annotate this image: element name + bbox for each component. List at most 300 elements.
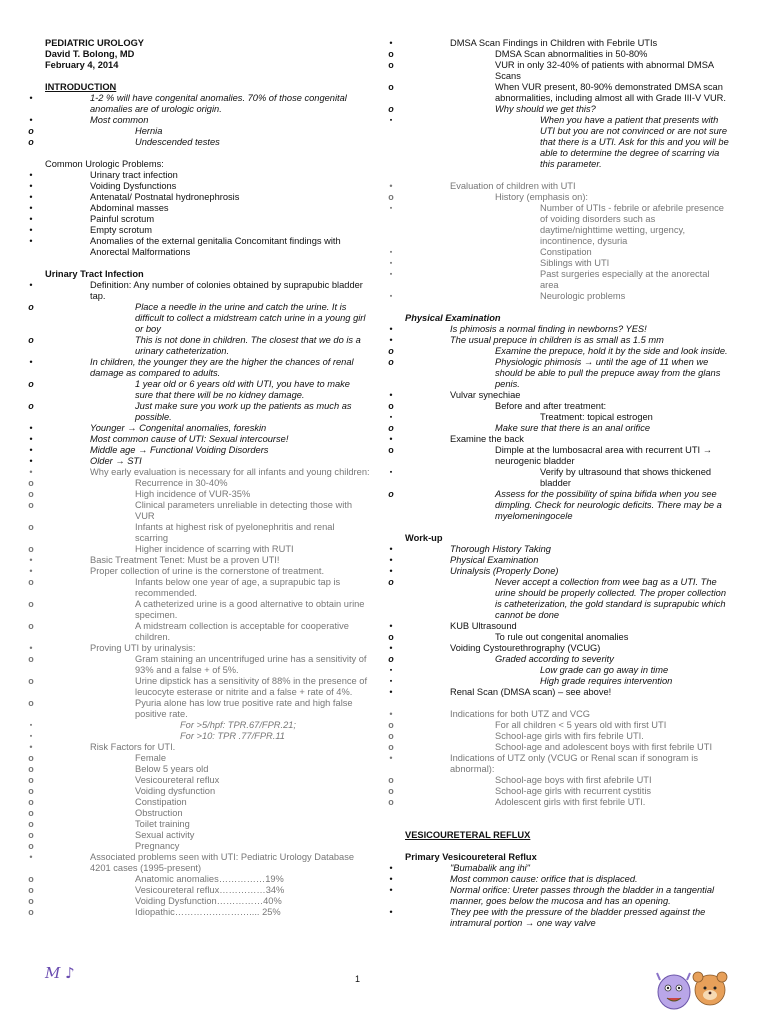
common-list-item — [29, 192, 370, 203]
uti-list-item — [28, 379, 370, 401]
workup-list — [388, 544, 730, 698]
uti-list-item — [28, 654, 370, 676]
uti-list-item — [28, 874, 370, 885]
list-item-text: Infants below one year of age, a suprapubic tap is recommended. — [135, 577, 341, 598]
list-item-text: The usual prepuce in children is as small as 1.5 mm — [450, 335, 664, 345]
bullet-icon: o — [28, 885, 34, 895]
common-list-item — [29, 181, 370, 192]
workup-list-item — [389, 643, 730, 654]
bullet-icon: • — [29, 214, 33, 224]
bullet-icon: ▪ — [389, 205, 393, 212]
uti-list-item — [29, 445, 370, 456]
list-item-text: Thorough History Taking — [450, 544, 551, 554]
list-item-text: Neurologic problems — [540, 291, 626, 301]
intro-list-item — [29, 115, 370, 126]
bullet-icon: o — [388, 775, 394, 785]
right-column — [388, 38, 730, 929]
uti-list-item — [29, 555, 370, 566]
list-item-text: A catheterized urine is a good alternative to obtain urine specimen. — [135, 599, 365, 620]
list-item-text: Physical Examination — [450, 555, 539, 565]
bullet-icon: • — [389, 566, 393, 576]
uti-list-item — [28, 819, 370, 830]
list-item-text: Assess for the possibility of spina bifida when you see dimpling. Check for neurologic deficits. There may be a myelomeningocele — [495, 489, 722, 521]
list-item-text: Toilet training — [135, 819, 190, 829]
uti-list-item — [28, 808, 370, 819]
list-item-text: "Bumabalik ang ihi" — [450, 863, 530, 873]
bullet-icon: • — [389, 753, 393, 763]
workup-heading: Work-up — [405, 533, 443, 543]
list-item-text: Examine the prepuce, hold it by the side and look inside. — [495, 346, 728, 356]
uti-list-item — [28, 753, 370, 764]
list-item-text: Verify by ultrasound that shows thickened bladder — [540, 467, 712, 488]
workup-list-item — [389, 665, 730, 676]
evaluation-list-item — [389, 258, 730, 269]
doc-date: February 4, 2014 — [45, 60, 119, 70]
bullet-icon: • — [29, 93, 33, 103]
bullet-icon: o — [388, 49, 394, 59]
uti-list-item — [28, 764, 370, 775]
bullet-icon: ▪ — [389, 260, 393, 267]
bullet-icon: o — [388, 786, 394, 796]
list-item-text: Antenatal/ Postnatal hydronephrosis — [90, 192, 240, 202]
bullet-icon: • — [29, 225, 33, 235]
list-item-text: Empty scrotum — [90, 225, 152, 235]
pe-list-item — [389, 412, 730, 423]
footer-mark: M ♪ — [45, 964, 75, 982]
dmsa-list-item — [388, 82, 730, 104]
indications-list-item — [389, 709, 730, 720]
bullet-icon: o — [28, 830, 34, 840]
uti-list-item — [28, 478, 370, 489]
list-item-text: Pyuria alone has low true positive rate and high false positive rate. — [135, 698, 353, 719]
bullet-icon: ▪ — [389, 293, 393, 300]
bullet-icon: • — [29, 566, 33, 576]
list-item-text: Vesicoureteral reflux — [135, 775, 220, 785]
bullet-icon: o — [28, 676, 34, 686]
dmsa-list-item — [388, 49, 730, 60]
bullet-icon: o — [28, 874, 34, 884]
dmsa-list — [388, 38, 730, 170]
list-item-text: High grade requires intervention — [540, 676, 673, 686]
list-item-text: Physiologic phimosis → until the age of 11 when we should be able to pull the prepuce away from the glans penis. — [495, 357, 721, 389]
dmsa-list-item — [388, 60, 730, 82]
list-item-text: Idiopathic…………………….... 25% — [135, 907, 281, 917]
bullet-icon: • — [389, 885, 393, 895]
bullet-icon: • — [389, 874, 393, 884]
bullet-icon: • — [29, 115, 33, 125]
bullet-icon: o — [388, 445, 394, 455]
workup-list-item — [389, 566, 730, 577]
bullet-icon: • — [29, 170, 33, 180]
list-item-text: Vesicoureteral reflux……………34% — [135, 885, 285, 895]
list-item-text: Place a needle in the urine and catch the urine. It is difficult to collect a midstream catch urine in a young girl or boy — [135, 302, 366, 334]
list-item-text: Definition: Any number of colonies obtained by suprapubic bladder tap. — [90, 280, 363, 301]
list-item-text: Most common cause of UTI: Sexual intercourse! — [90, 434, 289, 444]
list-item-text: Obstruction — [135, 808, 183, 818]
bullet-icon: o — [28, 302, 34, 312]
list-item-text: KUB Ultrasound — [450, 621, 517, 631]
bullet-icon: • — [29, 467, 33, 477]
list-item-text: Evaluation of children with UTI — [450, 181, 576, 191]
list-item-text: Past surgeries especially at the anorectal area — [540, 269, 710, 290]
pvur-list-item — [389, 863, 730, 874]
pe-list-item — [389, 335, 730, 346]
list-item-text: Gram staining an uncentrifuged urine has a sensitivity of 93% and a false + of 5%. — [135, 654, 367, 675]
uti-list-item — [28, 522, 370, 544]
pe-list-item — [389, 434, 730, 445]
doc-title: PEDIATRIC UROLOGY — [45, 38, 144, 48]
list-item-text: DMSA Scan Findings in Children with Febrile UTIs — [450, 38, 658, 48]
list-item-text: Voiding dysfunction — [135, 786, 216, 796]
pe-list-item — [388, 346, 730, 357]
bullet-icon: • — [389, 434, 393, 444]
bullet-icon: o — [28, 126, 34, 136]
bullet-icon: o — [388, 401, 394, 411]
list-item-text: Is phimosis a normal finding in newborns? YES! — [450, 324, 647, 334]
bullet-icon: o — [388, 192, 394, 202]
common-heading: Common Urologic Problems: — [45, 159, 164, 169]
list-item-text: Indications of UTZ only (VCUG or Renal scan if sonogram is abnormal): — [450, 753, 699, 774]
bullet-icon: • — [29, 236, 33, 246]
page-number: 1 — [355, 974, 361, 984]
bullet-icon: o — [28, 808, 34, 818]
bullet-icon: o — [28, 764, 34, 774]
uti-list-item — [28, 500, 370, 522]
pvur-heading: Primary Vesicoureteral Reflux — [405, 852, 537, 862]
evaluation-list-item — [388, 192, 730, 203]
uti-list-item — [29, 720, 370, 731]
list-item-text: Sexual activity — [135, 830, 195, 840]
list-item-text: Low grade can go away in time — [540, 665, 669, 675]
bullet-icon: ▪ — [389, 249, 393, 256]
bullet-icon: ▪ — [389, 667, 393, 674]
uti-list-item — [29, 643, 370, 654]
pe-list-item — [389, 324, 730, 335]
list-item-text: DMSA Scan abnormalities in 50-80% — [495, 49, 648, 59]
list-item-text: For >5/hpf: TPR.67/FPR.21; — [180, 720, 297, 730]
indications-list — [388, 709, 730, 808]
list-item-text: Graded according to severity — [495, 654, 614, 664]
evaluation-list — [388, 181, 730, 302]
uti-list-item — [28, 676, 370, 698]
bullet-icon: • — [29, 852, 33, 862]
list-item-text: High incidence of VUR-35% — [135, 489, 251, 499]
uti-list-item — [29, 357, 370, 379]
bullet-icon: o — [388, 104, 394, 114]
intro-list-item — [28, 126, 370, 137]
list-item-text: Just make sure you work up the patients as much as possible. — [135, 401, 352, 422]
uti-list-item — [28, 830, 370, 841]
indications-list-item — [388, 786, 730, 797]
uti-list-item — [29, 731, 370, 742]
list-item-text: Associated problems seen with UTI: Pediatric Urology Database 4201 cases (1995-present) — [90, 852, 355, 873]
workup-list-item — [389, 544, 730, 555]
indications-list-item — [388, 797, 730, 808]
uti-list-item — [29, 852, 370, 874]
list-item-text: In children, the younger they are the higher the chances of renal damage as compared to adults. — [90, 357, 354, 378]
bullet-icon: • — [29, 192, 33, 202]
list-item-text: A midstream collection is acceptable for cooperative children. — [135, 621, 349, 642]
bullet-icon: • — [29, 456, 33, 466]
list-item-text: Most common — [90, 115, 149, 125]
bullet-icon: o — [388, 60, 394, 70]
bullet-icon: o — [388, 346, 394, 356]
common-list-item — [29, 236, 370, 258]
pe-list-item — [389, 467, 730, 489]
uti-list-item — [28, 599, 370, 621]
pe-list-item — [388, 401, 730, 412]
bullet-icon: o — [28, 137, 34, 147]
bullet-icon: o — [388, 731, 394, 741]
bullet-icon: o — [388, 797, 394, 807]
bullet-icon: o — [388, 720, 394, 730]
list-item-text: Siblings with UTI — [540, 258, 610, 268]
bullet-icon: o — [388, 654, 394, 664]
pe-list — [388, 324, 730, 522]
bullet-icon: o — [28, 335, 34, 345]
list-item-text: History (emphasis on): — [495, 192, 588, 202]
bullet-icon: o — [388, 423, 394, 433]
bullet-icon: o — [28, 577, 34, 587]
list-item-text: Abdominal masses — [90, 203, 169, 213]
bullet-icon: o — [388, 357, 394, 367]
list-item-text: VUR in only 32-40% of patients with abnormal DMSA Scans — [495, 60, 714, 81]
list-item-text: This is not done in children. The closest that we do is a urinary catheterization. — [135, 335, 361, 356]
list-item-text: Adolescent girls with first febrile UTI. — [495, 797, 646, 807]
uti-list-item — [28, 896, 370, 907]
bullet-icon: o — [388, 577, 394, 587]
bullet-icon: • — [389, 390, 393, 400]
vur-heading: VESICOURETERAL REFLUX — [405, 830, 531, 840]
bullet-icon: • — [389, 324, 393, 334]
list-item-text: For all children < 5 years old with first UTI — [495, 720, 667, 730]
uti-list-item — [29, 456, 370, 467]
bullet-icon: • — [29, 357, 33, 367]
doc-author: David T. Bolong, MD — [45, 49, 135, 59]
pvur-list-item — [389, 885, 730, 907]
workup-list-item — [389, 676, 730, 687]
workup-list-item — [389, 555, 730, 566]
list-item-text: They pee with the pressure of the bladder pressed against the intramural portion → one way valve — [450, 907, 706, 928]
list-item-text: 1-2 % will have congenital anomalies. 70% of those congenital anomalies are of urologic origin. — [90, 93, 347, 114]
bullet-icon: o — [28, 379, 34, 389]
workup-list-item — [388, 632, 730, 643]
bullet-icon: o — [28, 401, 34, 411]
list-item-text: Constipation — [540, 247, 592, 257]
list-item-text: School-age girls with firs febrile UTI. — [495, 731, 644, 741]
uti-list-item — [28, 302, 370, 335]
list-item-text: Below 5 years old — [135, 764, 209, 774]
bullet-icon: • — [29, 280, 33, 290]
list-item-text: School-age boys with first afebrile UTI — [495, 775, 652, 785]
evaluation-list-item — [389, 291, 730, 302]
bullet-icon: ▪ — [389, 117, 393, 124]
pvur-list — [389, 863, 730, 929]
bullet-icon: • — [29, 181, 33, 191]
indications-list-item — [388, 775, 730, 786]
common-list-item — [29, 214, 370, 225]
bullet-icon: • — [29, 742, 33, 752]
evaluation-list-item — [389, 269, 730, 291]
uti-list-item — [28, 544, 370, 555]
bullet-icon: o — [28, 654, 34, 664]
uti-heading: Urinary Tract Infection — [45, 269, 144, 279]
uti-list-item — [28, 489, 370, 500]
uti-list-item — [28, 775, 370, 786]
list-item-text: Hernia — [135, 126, 163, 136]
list-item-text: Urinalysis (Properly Done) — [450, 566, 559, 576]
uti-list-item — [28, 621, 370, 643]
bullet-icon: o — [28, 698, 34, 708]
list-item-text: Middle age → Functional Voiding Disorders — [90, 445, 269, 455]
list-item-text: Voiding Dysfunction……………40% — [135, 896, 282, 906]
uti-list-item — [29, 566, 370, 577]
uti-list-item — [28, 335, 370, 357]
workup-list-item — [388, 577, 730, 621]
list-item-text: Why early evaluation is necessary for all infants and young children: — [90, 467, 370, 477]
pvur-list-item — [389, 907, 730, 929]
list-item-text: Vulvar synechiae — [450, 390, 521, 400]
indications-list-item — [389, 753, 730, 775]
list-item-text: Examine the back — [450, 434, 524, 444]
bullet-icon: • — [389, 38, 393, 48]
bullet-icon: • — [29, 203, 33, 213]
purple-monster-icon — [657, 973, 690, 1009]
list-item-text: Anomalies of the external genitalia Concomitant findings with Anorectal Malformations — [90, 236, 341, 257]
bullet-icon: • — [29, 643, 33, 653]
pe-list-item — [388, 445, 730, 467]
list-item-text: To rule out congenital anomalies — [495, 632, 629, 642]
bullet-icon: o — [28, 478, 34, 488]
uti-list-item — [29, 742, 370, 753]
uti-list-item — [29, 467, 370, 478]
bullet-icon: • — [389, 687, 393, 697]
dmsa-list-item — [388, 104, 730, 115]
common-list-item — [29, 225, 370, 236]
pe-list-item — [389, 390, 730, 401]
bullet-icon: • — [389, 181, 393, 191]
list-item-text: When VUR present, 80-90% demonstrated DMSA scan abnormalities, including almost all with Grade III-V VUR. — [495, 82, 726, 103]
bullet-icon: • — [389, 555, 393, 565]
indications-list-item — [388, 720, 730, 731]
intro-list — [28, 93, 370, 148]
pe-list-item — [388, 357, 730, 390]
bullet-icon: • — [389, 907, 393, 917]
list-item-text: Voiding Cystourethrography (VCUG) — [450, 643, 601, 653]
pe-list-item — [388, 423, 730, 434]
bullet-icon: o — [28, 621, 34, 631]
uti-list — [28, 280, 370, 918]
list-item-text: Higher incidence of scarring with RUTI — [135, 544, 294, 554]
bullet-icon: • — [389, 544, 393, 554]
list-item-text: Female — [135, 753, 167, 763]
list-item-text: Anatomic anomalies……………19% — [135, 874, 284, 884]
doc-header — [45, 38, 370, 71]
list-item-text: Infants at highest risk of pyelonephritis and renal scarring — [135, 522, 335, 543]
intro-list-item — [29, 93, 370, 115]
list-item-text: School-age and adolescent boys with first febrile UTI — [495, 742, 713, 752]
workup-list-item — [388, 654, 730, 665]
bullet-icon: • — [389, 863, 393, 873]
uti-list-item — [28, 786, 370, 797]
bullet-icon: • — [389, 643, 393, 653]
list-item-text: Indications for both UTZ and VCG — [450, 709, 591, 719]
uti-list-item — [28, 907, 370, 918]
uti-list-item — [29, 423, 370, 434]
bullet-icon: o — [388, 489, 394, 499]
uti-list-item — [29, 280, 370, 302]
list-item-text: Pregnancy — [135, 841, 180, 851]
bullet-icon: ▪ — [389, 678, 393, 685]
cartoon-sticker-image — [652, 960, 732, 1019]
uti-list-item — [29, 434, 370, 445]
list-item-text: Constipation — [135, 797, 187, 807]
evaluation-list-item — [389, 203, 730, 247]
dmsa-list-item — [389, 115, 730, 170]
uti-list-item — [28, 797, 370, 808]
bullet-icon: o — [28, 786, 34, 796]
list-item-text: Younger → Congenital anomalies, foreskin — [90, 423, 267, 433]
list-item-text: When you have a patient that presents with UTI but you are not convinced or are not sure that there is a UTI. Ask for this and you will be able to determine the degree of scarring via this parameter. — [540, 115, 729, 169]
bullet-icon: • — [29, 555, 33, 565]
bullet-icon: o — [28, 896, 34, 906]
bullet-icon: o — [28, 500, 34, 510]
list-item-text: Recurrence in 30-40% — [135, 478, 228, 488]
bullet-icon: o — [28, 797, 34, 807]
pe-heading: Physical Examination — [405, 313, 501, 323]
list-item-text: Older → STI — [90, 456, 142, 466]
bullet-icon: • — [29, 423, 33, 433]
list-item-text: Risk Factors for UTI. — [90, 742, 176, 752]
list-item-text: Before and after treatment: — [495, 401, 607, 411]
list-item-text: Voiding Dysfunctions — [90, 181, 177, 191]
list-item-text: For >10: TPR .77/FPR.11 — [180, 731, 285, 741]
indications-list-item — [388, 742, 730, 753]
list-item-text: Treatment: topical estrogen — [540, 412, 653, 422]
list-item-text: Normal orifice: Ureter passes through the bladder in a tangential manner, goes below the mucosa and has an opening. — [450, 885, 715, 906]
bullet-icon: • — [389, 621, 393, 631]
list-item-text: Make sure that there is an anal orifice — [495, 423, 651, 433]
uti-list-item — [28, 577, 370, 599]
intro-list-item — [28, 137, 370, 148]
bullet-icon: ▪ — [389, 271, 393, 278]
bullet-icon: ▪ — [29, 733, 33, 740]
bullet-icon: o — [28, 599, 34, 609]
indications-list-item — [388, 731, 730, 742]
list-item-text: Proper collection of urine is the cornerstone of treatment. — [90, 566, 325, 576]
uti-list-item — [28, 698, 370, 720]
bullet-icon: o — [28, 753, 34, 763]
list-item-text: Proving UTI by urinalysis: — [90, 643, 196, 653]
bullet-icon: • — [29, 434, 33, 444]
pe-list-item — [388, 489, 730, 522]
bullet-icon: o — [28, 907, 34, 917]
bullet-icon: • — [389, 709, 393, 719]
uti-list-item — [28, 885, 370, 896]
bullet-icon: ▪ — [29, 722, 33, 729]
uti-list-item — [28, 841, 370, 852]
dmsa-list-item — [389, 38, 730, 49]
list-item-text: Painful scrotum — [90, 214, 155, 224]
list-item-text: Renal Scan (DMSA scan) – see above! — [450, 687, 612, 697]
bullet-icon: o — [28, 819, 34, 829]
evaluation-list-item — [389, 181, 730, 192]
list-item-text: Why should we get this? — [495, 104, 596, 114]
list-item-text: Dimple at the lumbosacral area with recurrent UTI → neurogenic bladder — [495, 445, 713, 466]
list-item-text: 1 year old or 6 years old with UTI, you have to make sure that there will be no kidney damage. — [135, 379, 350, 400]
list-item-text: Never accept a collection from wee bag as a UTI. The urine should be properly collected. The proper collection is catheterization, the gold standard is suprapubic which cannot be done — [495, 577, 727, 620]
bullet-icon: o — [388, 742, 394, 752]
